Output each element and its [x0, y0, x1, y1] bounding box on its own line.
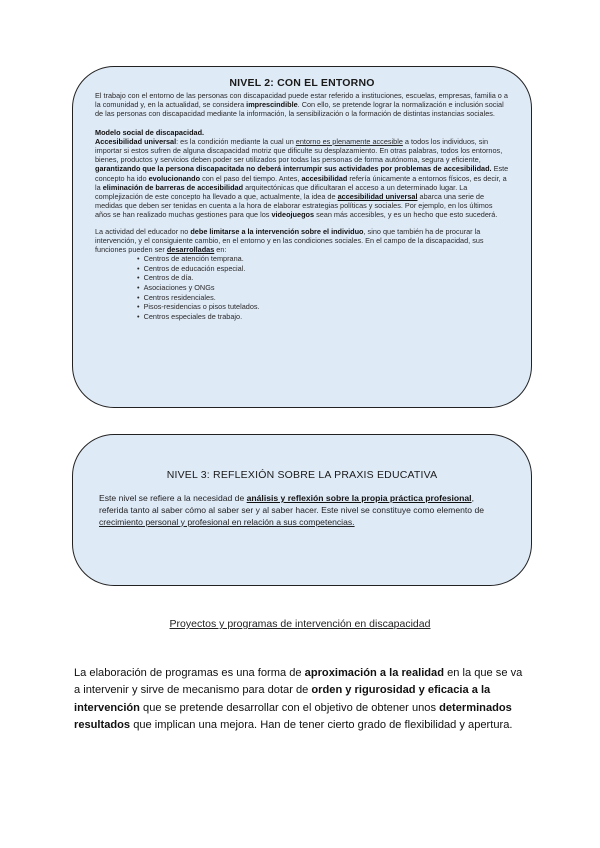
- nivel-3-title: NIVEL 3: REFLEXIÓN SOBRE LA PRAXIS EDUCATIVA: [166, 469, 438, 481]
- nivel-2-intro: El trabajo con el entorno de las personas con discapacidad puede estar referido a instituciones, escuelas, empresas, familia o a la comunidad y, en la actualidad, se considera imprescindible. Con ello, se pretende lograr la normalización e inclusión social de las personas con discapacidad mediante la información, la sensibilización o la formación de distintas instancias sociales.: [95, 91, 508, 119]
- list-item: • Asociaciones y ONGs: [137, 283, 509, 293]
- list-item: • Centros especiales de trabajo.: [137, 312, 509, 322]
- section-heading: Proyectos y programas de intervención en discapacidad: [169, 618, 431, 630]
- main-paragraph: La elaboración de programas es una forma de aproximación a la realidad en la que se va a intervenir y sirve de mecanismo para dotar de orden y rigurosidad y eficacia a la intervención que se pretende desarrollar con el objetivo de obtener unos determinados resultados que implican una mejora. Han de tener cierto grado de flexibilidad y apertura.: [74, 667, 523, 732]
- list-item: • Centros de día.: [137, 273, 509, 283]
- accesibilidad-paragraph: Accesibilidad universal: es la condición mediante la cual un entorno es plenamente accesible a todos los individuos, sin importar si estos sufren de alguna discapacidad motriz que dificulte su desplazamiento. En otras palabras, todos los entornos, bienes, productos y servicios deben poder ser utilizados por todas las personas de forma autónoma, segura y eficiente, garantizando que la persona discapacitada no deberá interrumpir sus actividades por problemas de accesibilidad. Este concepto ha ido evolucionando con el paso del tiempo. Antes, accesibilidad refería únicamente a entornos físicos, es decir, a la eliminación de barreras de accesibilidad arquitectónicas que dificultaran el acceso a un determinado lugar. La complejización de este concepto ha llevado a que, actualmente, la idea de accesibilidad universal abarca una serie de medidas que deben ser tenidas en cuenta a la hora de elaborar estrategias políticas y sociales. Por ejemplo, en los últimos años se han realizado muchas gestiones para que los videojuegos sean más accesibles, y es un hecho que esto sucederá.: [95, 136, 509, 220]
- nivel-3-box: [72, 434, 532, 586]
- list-item: • Centros de educación especial.: [137, 264, 509, 274]
- centros-list: [95, 254, 509, 321]
- list-item: • Centros de atención temprana.: [137, 254, 509, 264]
- nivel-2-title: NIVEL 2: CON EL ENTORNO: [229, 77, 375, 89]
- list-item: • Pisos-residencias o pisos tutelados.: [137, 302, 509, 312]
- educador-paragraph: La actividad del educador no debe limitarse a la intervención sobre el individuo, sino que también ha de procurar la intervención, y el consiguiente cambio, en el entorno y en las condiciones sociales. En el campo de la discapacidad, sus funciones pueden ser desarrolladas en:: [95, 226, 484, 255]
- nivel-3-paragraph: Este nivel se refiere a la necesidad de análisis y reflexión sobre la propia práctica profesional, referida tanto al saber cómo al saber ser y al saber hacer. Este nivel se constituye como elemento de crecimiento personal y profesional en relación a sus competencias.: [99, 493, 485, 527]
- list-item: • Centros residenciales.: [137, 293, 509, 303]
- nivel-2-box: [72, 66, 532, 408]
- modelo-social-heading: Modelo social de discapacidad.: [95, 127, 205, 137]
